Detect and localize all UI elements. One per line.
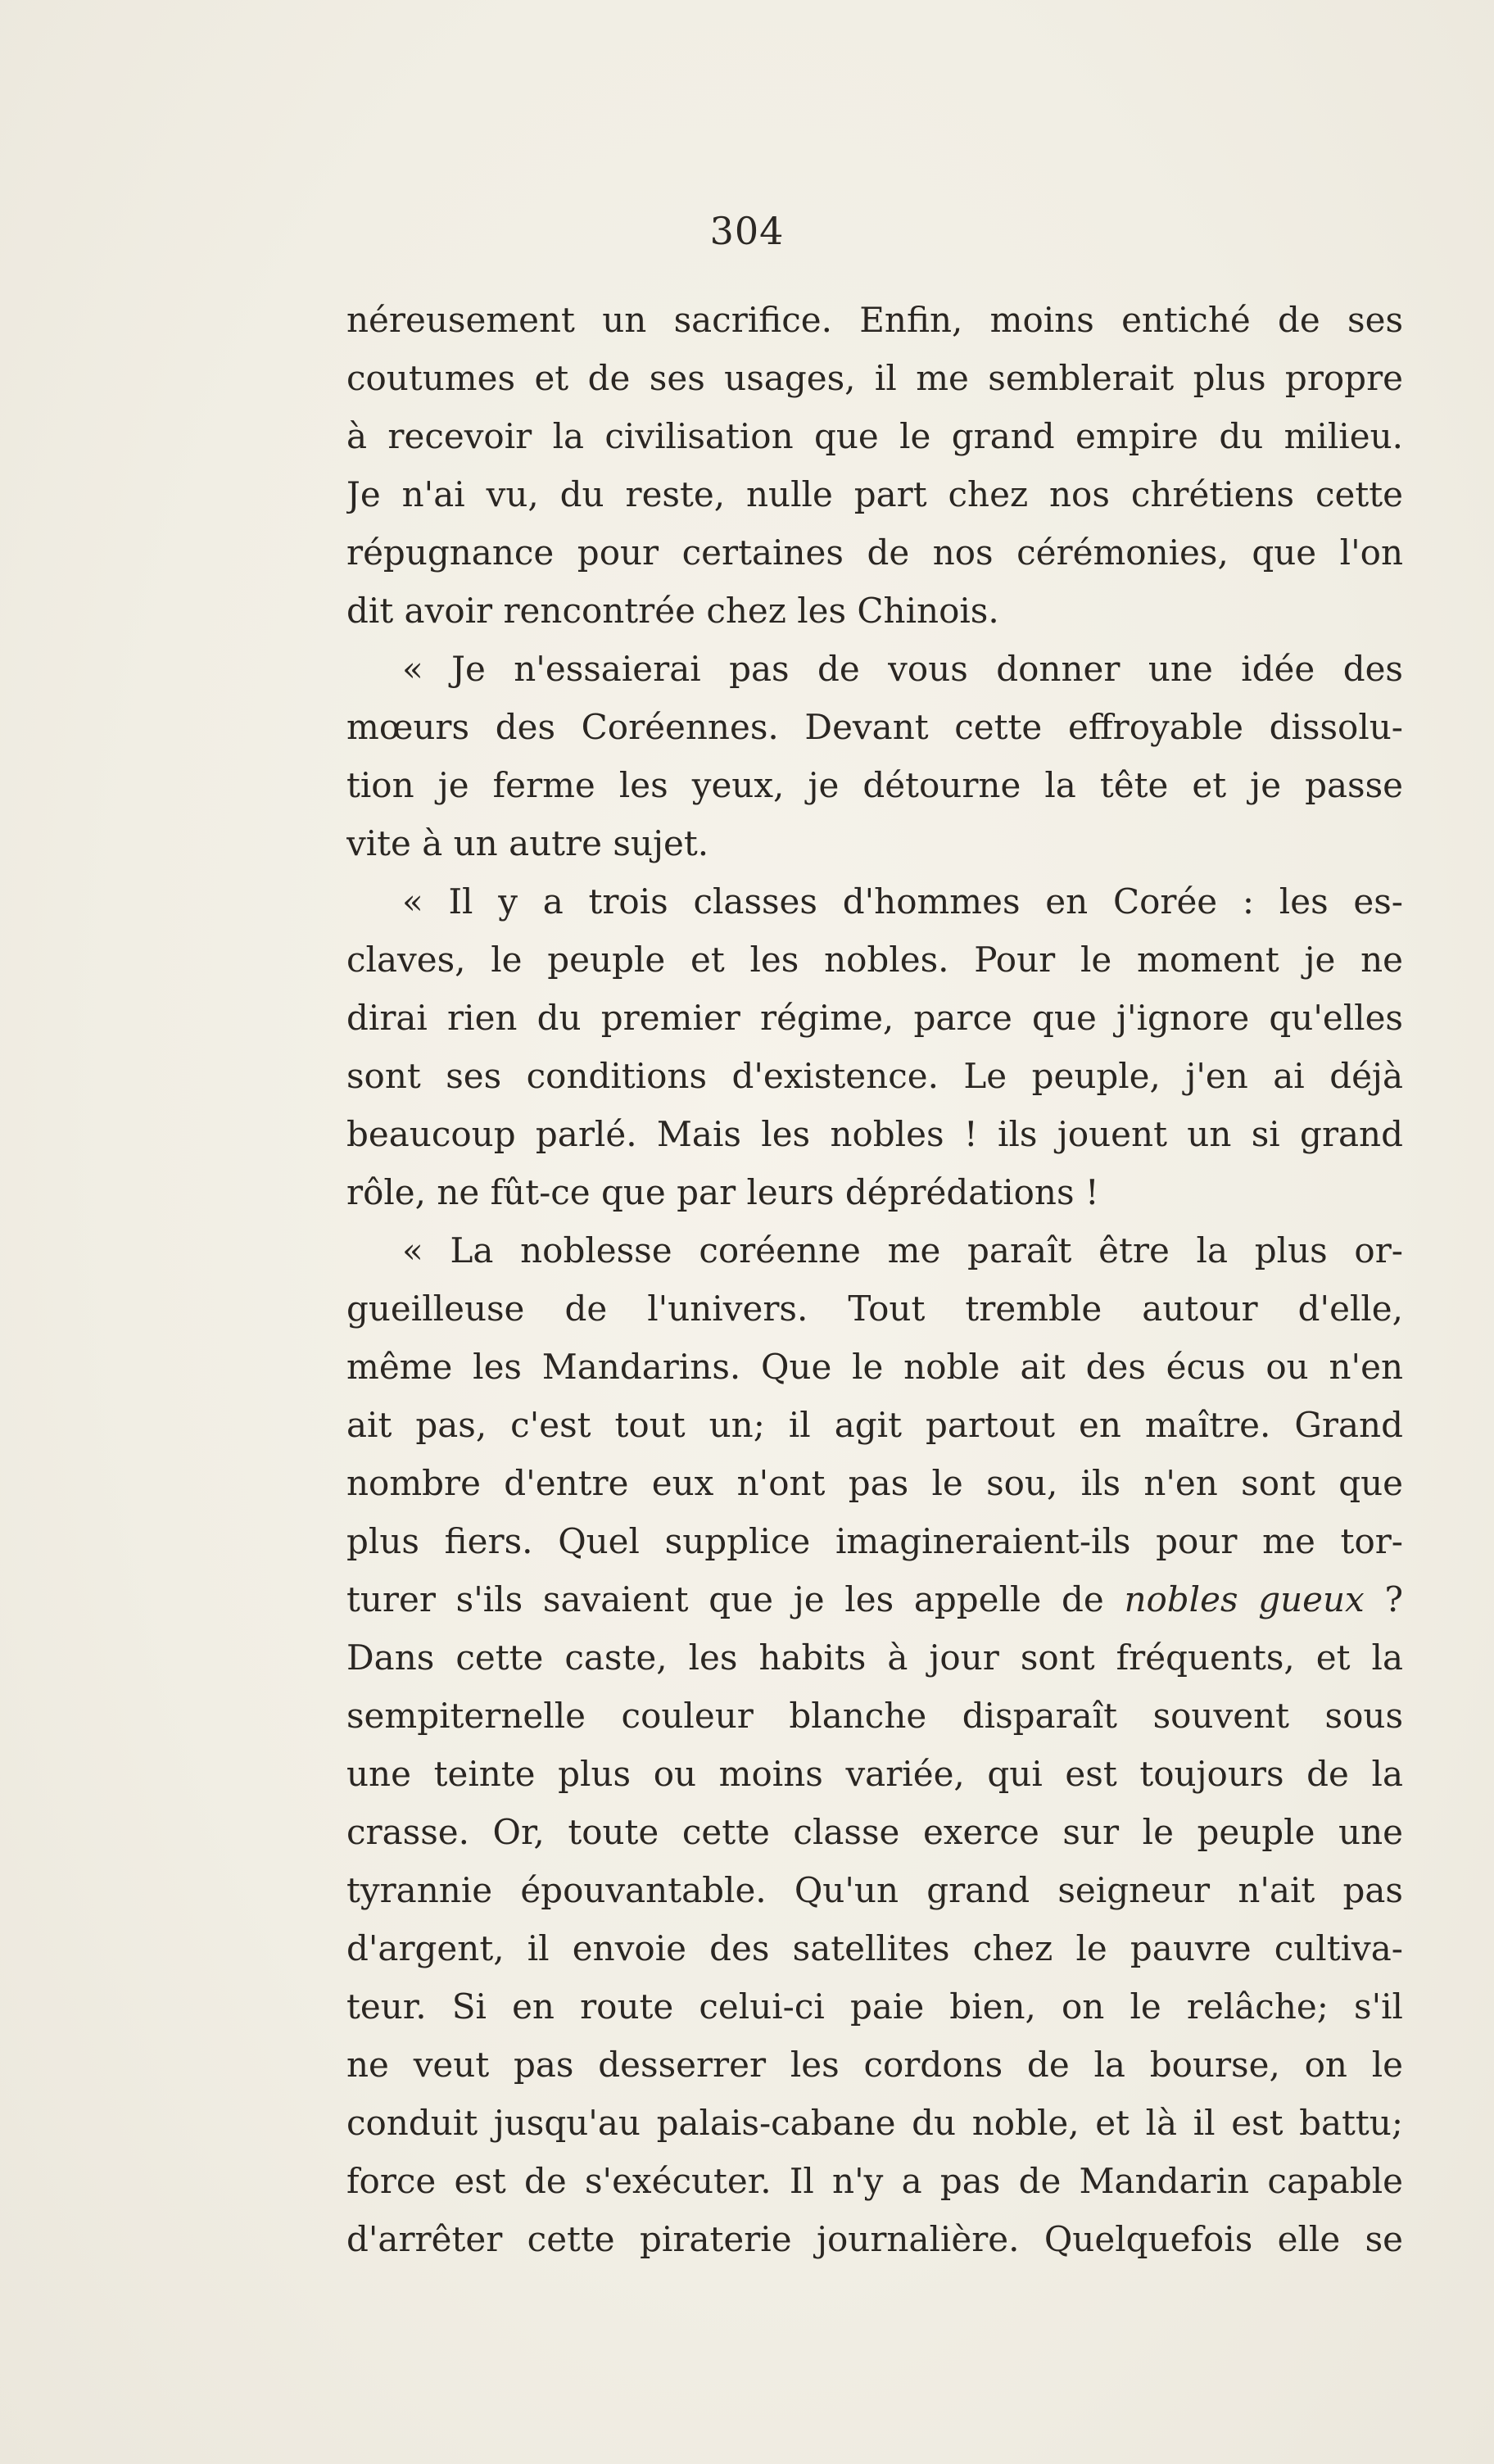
italic-phrase: nobles gueux (1124, 1579, 1365, 1619)
text-line: dirai rien du premier régime, parce que j'ignore qu'elles (346, 998, 1403, 1038)
text-line: répugnance pour certaines de nos cérémonies, que l'on (346, 532, 1403, 573)
text-line: gueilleuse de l'univers. Tout tremble autour d'elle, (346, 1289, 1403, 1329)
text-line: sont ses conditions d'existence. Le peuple, j'en ai déjà (346, 1056, 1403, 1096)
page-number: 304 (709, 209, 785, 253)
text-line: nombre d'entre eux n'ont pas le sou, ils n'en sont que (346, 1463, 1403, 1503)
text-line: Je n'ai vu, du reste, nulle part chez nos chrétiens cette (346, 474, 1403, 514)
paragraph-start-line: « Il y a trois classes d'hommes en Corée : les es- (402, 881, 1403, 922)
paragraph-start-line: « La noblesse coréenne me paraît être la plus or- (402, 1230, 1403, 1270)
text-line: ne veut pas desserrer les cordons de la bourse, on le (346, 2045, 1403, 2085)
text-line: beaucoup parlé. Mais les nobles ! ils jouent un si grand (346, 1114, 1403, 1154)
text-line: dit avoir rencontrée chez les Chinois. (346, 591, 999, 631)
text-line: coutumes et de ses usages, il me semblerait plus propre (346, 358, 1403, 398)
text-line: vite à un autre sujet. (346, 823, 709, 863)
text-line: plus fiers. Quel supplice imagineraient-ils pour me tor- (346, 1521, 1403, 1561)
line-text: ? (1364, 1579, 1403, 1619)
text-line: d'arrêter cette piraterie journalière. Quelquefois elle se (346, 2219, 1403, 2259)
text-line: claves, le peuple et les nobles. Pour le moment je ne (346, 940, 1403, 980)
text-line: néreusement un sacrifice. Enfin, moins entiché de ses (346, 300, 1403, 340)
text-line: une teinte plus ou moins variée, qui est toujours de la (346, 1754, 1403, 1794)
text-line: tion je ferme les yeux, je détourne la tête et je passe (346, 765, 1403, 805)
text-line: à recevoir la civilisation que le grand empire du milieu. (346, 416, 1403, 456)
text-line: tyrannie épouvantable. Qu'un grand seigneur n'ait pas (346, 1870, 1403, 1910)
text-line: Dans cette caste, les habits à jour sont fréquents, et la (346, 1637, 1403, 1678)
text-line: rôle, ne fût-ce que par leurs déprédations ! (346, 1172, 1099, 1212)
text-line: même les Mandarins. Que le noble ait des écus ou n'en (346, 1347, 1403, 1387)
text-line: crasse. Or, toute cette classe exerce sur le peuple une (346, 1812, 1403, 1852)
text-line: sempiternelle couleur blanche disparaît souvent sous (346, 1696, 1403, 1736)
text-line: mœurs des Coréennes. Devant cette effroyable dissolu- (346, 707, 1403, 747)
body-text (346, 291, 1403, 2268)
paragraph-start-line: « Je n'essaierai pas de vous donner une idée des (402, 649, 1403, 689)
text-line-with-italic (346, 1570, 1403, 1628)
text-line: ait pas, c'est tout un; il agit partout en maître. Grand (346, 1405, 1403, 1445)
text-line: force est de s'exécuter. Il n'y a pas de Mandarin capable (346, 2161, 1403, 2201)
text-line: conduit jusqu'au palais-cabane du noble, et là il est battu; (346, 2103, 1403, 2143)
text-line: teur. Si en route celui-ci paie bien, on le relâche; s'il (346, 1986, 1403, 2027)
line-text: turer s'ils savaient que je les appelle de (346, 1579, 1125, 1619)
text-line: d'argent, il envoie des satellites chez le pauvre cultiva- (346, 1928, 1403, 1968)
